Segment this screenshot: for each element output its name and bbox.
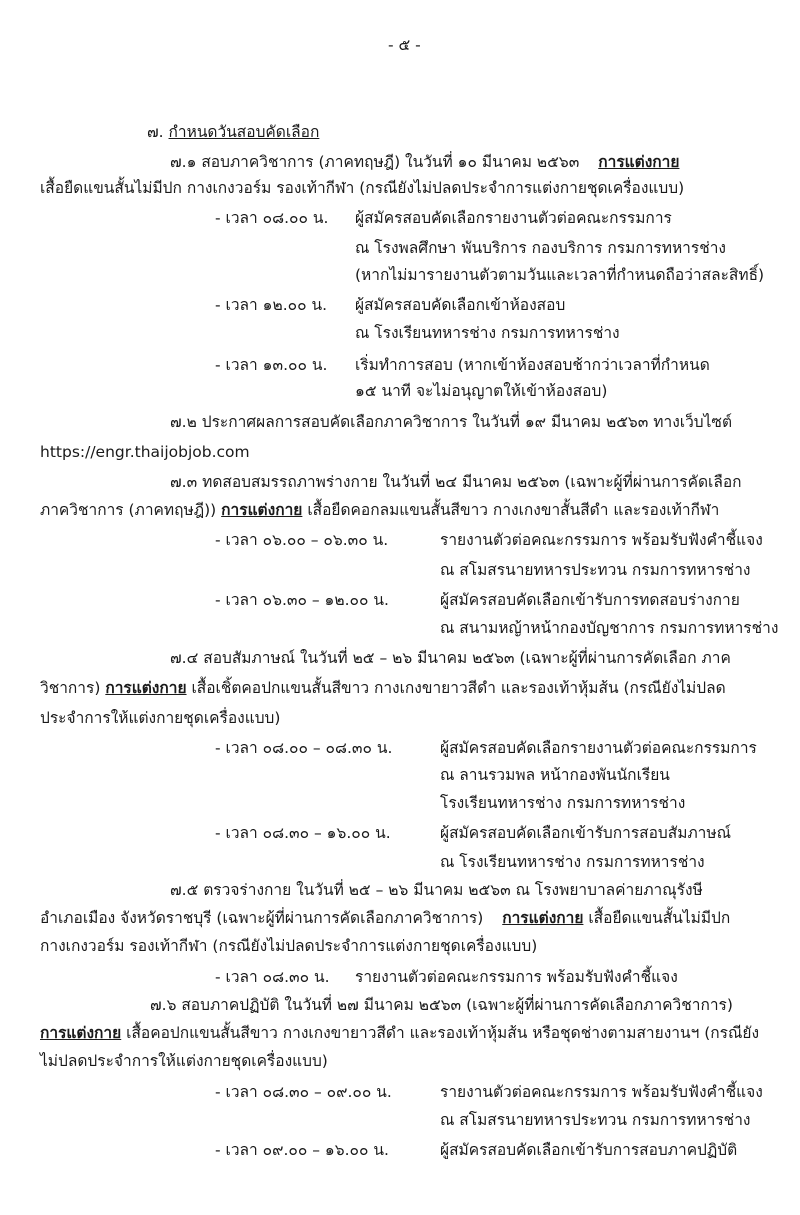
schedule-desc: ๑๕ นาที จะไม่อนุญาตให้เข้าห้องสอบ)	[355, 382, 608, 400]
schedule-desc: ผู้สมัครสอบคัดเลือกเข้ารับการสอบสัมภาษณ์	[440, 824, 731, 842]
s74-line1: ๗.๔ สอบสัมภาษณ์ ในวันที่ ๒๕ – ๒๖ มีนาคม ๒๕๖๓ (เฉพาะผู้ที่ผ่านการคัดเลือก ภาค	[170, 649, 731, 667]
section-heading	[147, 121, 319, 143]
schedule-desc: ณ สโมสรนายทหารประทวน กรมการทหารช่าง	[440, 561, 751, 579]
heading-title: กำหนดวันสอบคัดเลือก	[168, 123, 320, 141]
schedule-time: - เวลา ๐๘.๓๐ – ๐๙.๐๐ น.	[215, 1083, 392, 1101]
schedule-time: - เวลา ๐๖.๐๐ – ๐๖.๓๐ น.	[215, 531, 389, 549]
schedule-desc: ผู้สมัครสอบคัดเลือกเข้าห้องสอบ	[355, 296, 566, 314]
s73-text: ภาควิชาการ (ภาคทฤษฎี))	[40, 501, 217, 519]
schedule-time: - เวลา ๐๘.๐๐ น.	[215, 209, 329, 227]
s75-line1: ๗.๕ ตรวจร่างกาย ในวันที่ ๒๕ – ๒๖ มีนาคม ๒๕๖๓ ณ โรงพยาบาลค่ายภาณุรังษี	[170, 881, 703, 899]
s71-line1	[170, 151, 679, 173]
schedule-desc: รายงานตัวต่อคณะกรรมการ พร้อมรับฟังคำชี้แจง	[440, 1083, 763, 1101]
dress-label: การแต่งกาย	[40, 1024, 122, 1042]
s74-line2	[40, 677, 726, 699]
s72-line1: ๗.๒ ประกาศผลการสอบคัดเลือกภาควิชาการ ในวันที่ ๑๙ มีนาคม ๒๕๖๓ ทางเว็บไซต์	[170, 413, 733, 431]
s75-line3: กางเกงวอร์ม รองเท้ากีฬา (กรณียังไม่ปลดประจำการแต่งกายชุดเครื่องแบบ)	[40, 937, 538, 955]
schedule-time: - เวลา ๐๘.๓๐ – ๑๖.๐๐ น.	[215, 824, 391, 842]
s76-dress: เสื้อคอปกแขนสั้นสีขาว กางเกงขายาวสีดำ และรองเท้าหุ้มส้น หรือชุดช่างตามสายงานฯ (กรณียัง	[126, 1024, 760, 1042]
schedule-time: - เวลา ๐๘.๐๐ – ๐๘.๓๐ น.	[215, 739, 393, 757]
schedule-desc: ผู้สมัครสอบคัดเลือกรายงานตัวต่อคณะกรรมการ	[440, 739, 757, 757]
s76-line1: ๗.๖ สอบภาคปฏิบัติ ในวันที่ ๒๗ มีนาคม ๒๕๖๓ (เฉพาะผู้ที่ผ่านการคัดเลือกภาควิชาการ)	[150, 996, 733, 1014]
schedule-desc: ณ โรงเรียนทหารช่าง กรมการทหารช่าง	[440, 853, 705, 871]
schedule-desc: ณ โรงพลศึกษา พันบริการ กองบริการ กรมการทหารช่าง	[355, 239, 726, 257]
schedule-desc: ณ โรงเรียนทหารช่าง กรมการทหารช่าง	[355, 324, 620, 342]
s75-line2	[40, 907, 730, 929]
s74-text: วิชาการ)	[40, 679, 101, 697]
s74-line3: ประจำการให้แต่งกายชุดเครื่องแบบ)	[40, 709, 281, 727]
schedule-desc: (หากไม่มารายงานตัวตามวันและเวลาที่กำหนดถือว่าสละสิทธิ์)	[355, 266, 765, 284]
dress-label: การแต่งกาย	[502, 909, 584, 927]
results-url[interactable]: https://engr.thaijobjob.com	[40, 443, 250, 461]
dress-label: การแต่งกาย	[105, 679, 187, 697]
s76-line3: ไม่ปลดประจำการให้แต่งกายชุดเครื่องแบบ)	[40, 1052, 328, 1070]
schedule-time: - เวลา ๑๓.๐๐ น.	[215, 356, 328, 374]
schedule-desc: ณ สนามหญ้าหน้ากองบัญชาการ กรมการทหารช่าง	[440, 619, 779, 637]
schedule-time: - เวลา ๐๖.๓๐ – ๑๒.๐๐ น.	[215, 591, 389, 609]
schedule-desc: รายงานตัวต่อคณะกรรมการ พร้อมรับฟังคำชี้แจง	[440, 531, 763, 549]
s75-text: อำเภอเมือง จังหวัดราชบุรี (เฉพาะผู้ที่ผ่านการคัดเลือกภาควิชาการ)	[40, 909, 484, 927]
s75-dress: เสื้อยืดแขนสั้นไม่มีปก	[588, 909, 731, 927]
schedule-desc: ณ สโมสรนายทหารประทวน กรมการทหารช่าง	[440, 1111, 751, 1129]
schedule-desc: ผู้สมัครสอบคัดเลือกเข้ารับการทดสอบร่างกาย	[440, 591, 740, 609]
schedule-desc: รายงานตัวต่อคณะกรรมการ พร้อมรับฟังคำชี้แจง	[355, 968, 678, 986]
s71-text: ๗.๑ สอบภาควิชาการ (ภาคทฤษฎี) ในวันที่ ๑๐ มีนาคม ๒๕๖๓	[170, 153, 580, 171]
s73-line2	[40, 499, 719, 521]
schedule-time: - เวลา ๐๘.๓๐ น.	[215, 968, 330, 986]
s74-dress: เสื้อเชิ้ตคอปกแขนสั้นสีขาว กางเกงขายาวสีดำ และรองเท้าหุ้มส้น (กรณียังไม่ปลด	[191, 679, 726, 697]
schedule-desc: เริ่มทำการสอบ (หากเข้าห้องสอบช้ากว่าเวลาที่กำหนด	[355, 356, 710, 374]
schedule-desc: ผู้สมัครสอบคัดเลือกรายงานตัวต่อคณะกรรมการ	[355, 209, 672, 227]
heading-number: ๗.	[147, 123, 164, 141]
dress-label: การแต่งกาย	[598, 153, 680, 171]
schedule-time: - เวลา ๑๒.๐๐ น.	[215, 296, 328, 314]
schedule-desc: ผู้สมัครสอบคัดเลือกเข้ารับการสอบภาคปฏิบัติ	[440, 1141, 738, 1159]
page-number: - ๕ -	[388, 36, 421, 54]
s76-line2	[40, 1022, 759, 1044]
s73-line1: ๗.๓ ทดสอบสมรรถภาพร่างกาย ในวันที่ ๒๔ มีนาคม ๒๕๖๓ (เฉพาะผู้ที่ผ่านการคัดเลือก	[170, 473, 742, 491]
s71-line2: เสื้อยืดแขนสั้นไม่มีปก กางเกงวอร์ม รองเท้ากีฬา (กรณียังไม่ปลดประจำการแต่งกายชุดเครื่องแบบ)	[40, 179, 685, 197]
s73-dress: เสื้อยืดคอกลมแขนสั้นสีขาว กางเกงขาสั้นสีดำ และรองเท้ากีฬา	[307, 501, 720, 519]
schedule-desc: ณ ลานรวมพล หน้ากองพันนักเรียน	[440, 766, 670, 784]
dress-label: การแต่งกาย	[221, 501, 303, 519]
schedule-time: - เวลา ๐๙.๐๐ – ๑๖.๐๐ น.	[215, 1141, 389, 1159]
schedule-desc: โรงเรียนทหารช่าง กรมการทหารช่าง	[440, 794, 686, 812]
